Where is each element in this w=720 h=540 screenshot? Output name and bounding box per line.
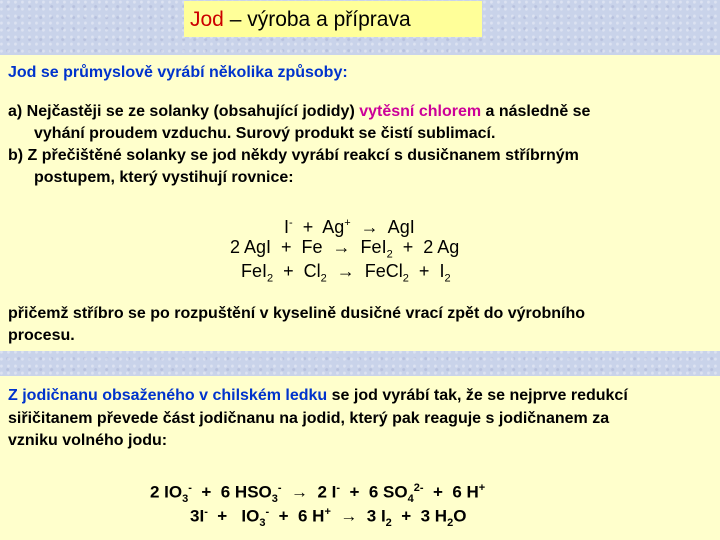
equation-5: $3I^- + IO_3^- + 6$ H+ → 3 $I_2 + 3$ $H_2O$ — [190, 506, 467, 530]
section-heading: Jod se průmyslově vyrábí několika způsoby: — [8, 64, 348, 81]
iodate-production-panel — [0, 376, 720, 540]
equation-1: I- + Ag+ → AgI — [284, 217, 415, 237]
equation-3: $FeI_2 + Cl_2$ → FeCl$_2$ + $I_2$ — [241, 261, 451, 285]
method-a-suffix: a následně se — [481, 103, 591, 120]
footer-line1: přičemž stříbro se po rozpuštění v kyselině dusičné vrací zpět do výrobního — [8, 305, 586, 322]
iodate-line1-rest: se jod vyrábí tak, že se nejprve redukcí — [327, 387, 628, 404]
method-a-line1 — [8, 101, 590, 123]
method-b-line1: b) Z přečištěné solanky se jod někdy vyrábí reakcí s dusičnanem stříbrným — [8, 147, 579, 164]
iodate-line2: siřičitanem převede část jodičnanu na jodid, který pak reaguje s jodičnanem za — [8, 410, 610, 427]
iodate-line3: vzniku volného jodu: — [8, 432, 168, 449]
title-element: Jod — [190, 8, 224, 31]
equation-2: 2 AgI + Fe → FeI$_2$ + 2 Ag — [230, 237, 460, 261]
equation-4: 2 $IO_3^- + 6$ $HSO_3^- \to 2$ I- + 6 $SO_4^{2-} + 6$ H+ — [150, 482, 486, 506]
title-rest: – výroba a příprava — [223, 8, 411, 31]
iodate-source-highlight: Z jodičnanu obsaženého v chilském ledku — [8, 387, 328, 404]
iodate-line1 — [8, 385, 628, 407]
method-b-line2: postupem, který vystihují rovnice: — [34, 169, 294, 186]
page-title — [184, 1, 482, 37]
method-a-line2: vyhání proudem vzduchu. Surový produkt se čistí sublimací. — [34, 125, 496, 142]
method-a-highlight: vytěsní chlorem — [359, 103, 482, 120]
industrial-production-panel — [0, 55, 720, 351]
method-a-prefix: a) Nejčastěji se ze solanky (obsahující jodidy) — [8, 103, 360, 120]
footer-line2: procesu. — [8, 327, 75, 344]
